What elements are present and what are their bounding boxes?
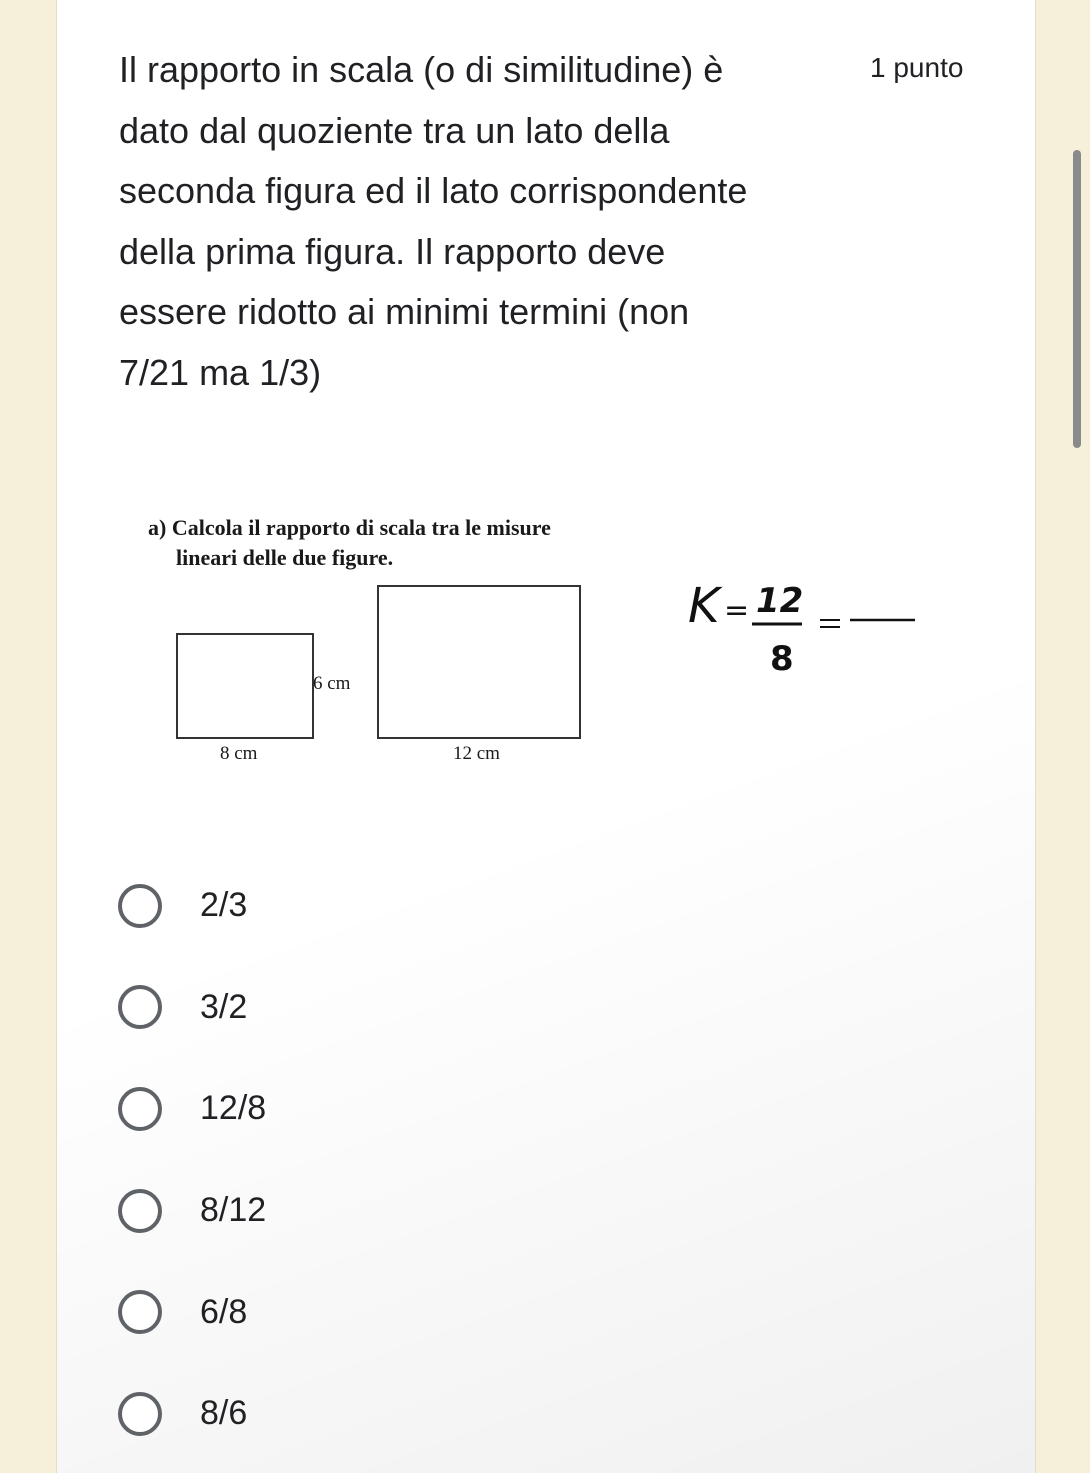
option-8-6[interactable] <box>118 1363 266 1465</box>
radio-button[interactable] <box>118 985 162 1029</box>
question-line-2: dato dal quoziente tra un lato della <box>119 109 670 151</box>
radio-button[interactable] <box>118 1392 162 1436</box>
question-text <box>119 40 859 403</box>
question-line-6: 7/21 ma 1/3) <box>119 351 322 393</box>
option-label: 12/8 <box>200 1089 267 1128</box>
question-line-1: Il rapporto in scala (o di similitudine) è <box>119 49 724 90</box>
radio-button[interactable] <box>118 1087 162 1131</box>
question-line-5: essere ridotto ai minimi termini (non <box>119 291 690 332</box>
figure-title <box>148 513 551 573</box>
scrollbar[interactable] <box>1073 150 1081 448</box>
option-label: 2/3 <box>200 886 248 925</box>
handwritten-k: K <box>688 578 720 634</box>
option-12-8[interactable] <box>118 1058 266 1160</box>
handwritten-numerator: 12 <box>756 581 804 621</box>
radio-button[interactable] <box>118 884 162 928</box>
option-label: 6/8 <box>200 1292 248 1331</box>
small-height-label: 6 cm <box>313 673 351 694</box>
figure-title-line-1: a) Calcola il rapporto di scala tra le misure <box>148 515 551 540</box>
options-list <box>118 855 266 1465</box>
option-label: 3/2 <box>200 987 248 1026</box>
handwritten-equals: = <box>724 593 750 628</box>
points-label: 1 punto <box>870 52 964 83</box>
large-width-label: 12 cm <box>453 743 500 764</box>
small-width-label: 8 cm <box>220 743 258 764</box>
option-6-8[interactable] <box>118 1261 266 1363</box>
option-8-12[interactable] <box>118 1160 266 1262</box>
figure-title-line-2: lineari delle due figure. <box>176 545 394 570</box>
option-2-3[interactable] <box>118 855 266 957</box>
option-label: 8/12 <box>200 1191 267 1230</box>
handwritten-annotation <box>680 560 940 700</box>
small-rectangle <box>176 633 314 739</box>
option-label: 8/6 <box>200 1394 248 1433</box>
radio-button[interactable] <box>118 1290 162 1334</box>
large-rectangle <box>377 585 581 739</box>
question-line-3: seconda figura ed il lato corrispondente <box>119 170 748 211</box>
option-3-2[interactable] <box>118 957 266 1059</box>
question-line-4: della prima figura. Il rapporto deve <box>119 230 666 272</box>
radio-button[interactable] <box>118 1189 162 1233</box>
handwritten-denominator: 8 <box>770 639 794 679</box>
